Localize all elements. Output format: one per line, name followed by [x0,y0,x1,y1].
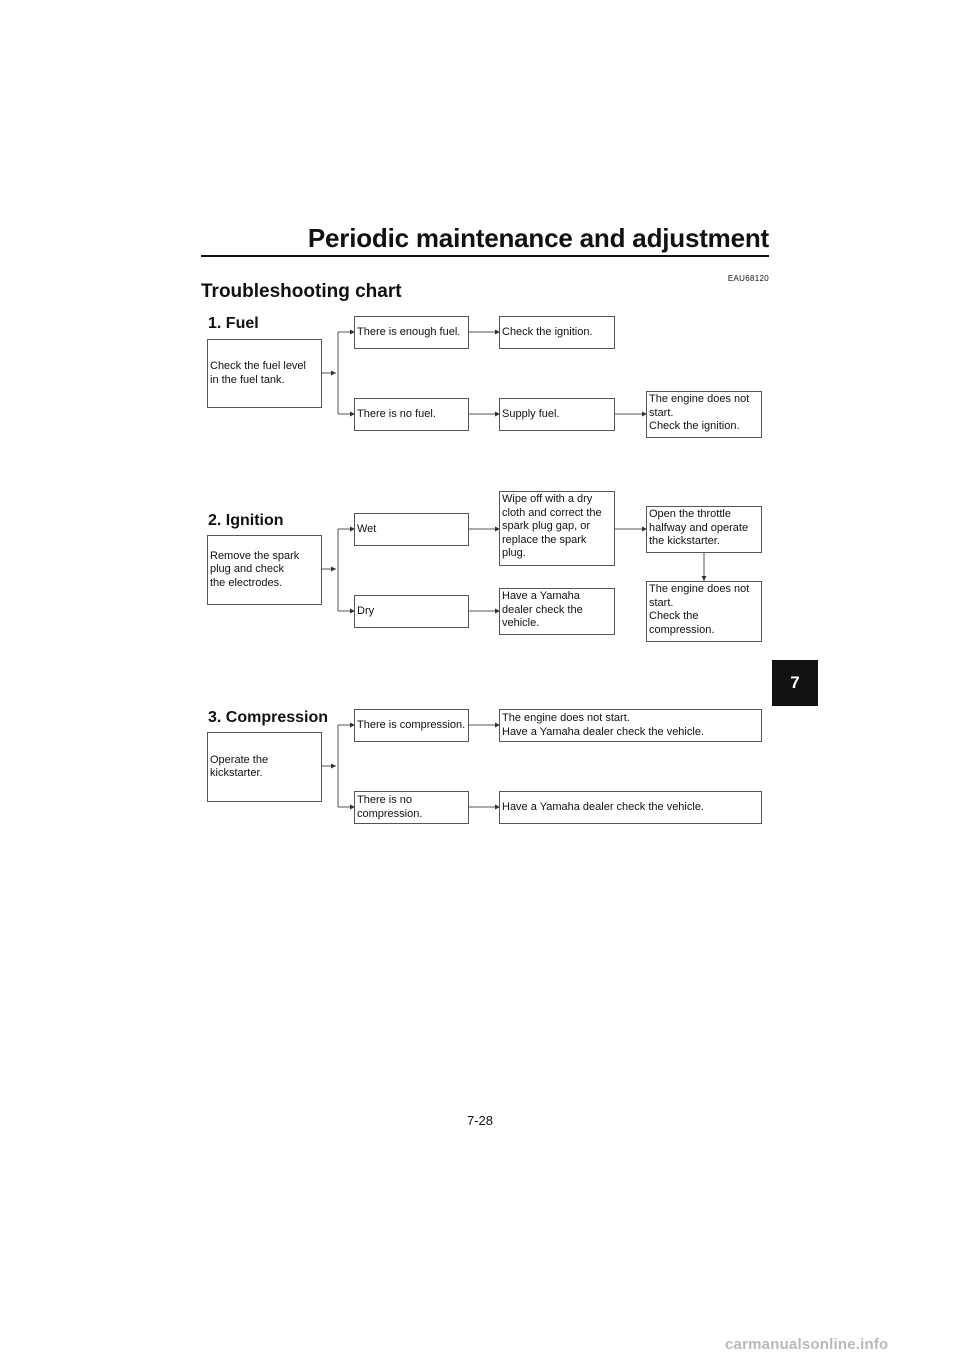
ignition-wet-text: Wet [357,522,377,535]
compression-has-result-box [499,709,762,742]
ignition-remove-text: Remove the spark plug and check the electrodes. [210,549,300,589]
fuel-enough-text: There is enough fuel. [357,325,461,338]
compression-none-result-box [499,791,762,824]
ignition-not-start-text: The engine does not start. Check the compression. [649,583,750,636]
page-header: Periodic maintenance and adjustment [307,223,769,253]
ignition-remove-box [207,535,322,605]
ignition-dry-box [354,595,469,628]
fuel-check-box [207,339,322,408]
ignition-heading: 2. Ignition [208,512,284,529]
compression-none-text: There is no compression. [357,794,423,820]
fuel-check-ignition-box [499,316,615,349]
ignition-dry-text: Dry [357,604,375,617]
fuel-check-text: Check the fuel level in the fuel tank. [210,360,306,386]
compression-none-result-text: Have a Yamaha dealer check the vehicle. [502,800,704,813]
compression-operate-box [207,732,322,802]
fuel-heading: 1. Fuel [208,315,259,332]
fuel-none-text: There is no fuel. [357,407,436,420]
chapter-tab: 7 [772,660,818,706]
section-title: Troubleshooting chart [201,281,402,302]
watermark: carmanualsonline.info [725,1336,889,1353]
ignition-not-start-box [646,581,762,642]
ignition-open-throttle-box [646,506,762,553]
ignition-open-throttle-text: Open the throttle halfway and operate the kickstarter. [649,508,749,547]
compression-has-text: There is compression. [357,718,466,731]
page-number: 7-28 [466,1113,494,1128]
document-code: EAU68120 [727,274,769,283]
compression-heading: 3. Compression [208,709,329,726]
fuel-not-start-text: The engine does not start. Check the ignition. [649,393,750,432]
compression-has-box [354,709,469,742]
ignition-wet-box [354,513,469,546]
fuel-not-start-box [646,391,762,438]
ignition-wipe-box [499,491,615,566]
ignition-wipe-text: Wipe off with a dry cloth and correct the spark plug gap, or replace the spark plug. [502,493,602,559]
fuel-none-box [354,398,469,431]
fuel-supply-text: Supply fuel. [502,407,560,420]
compression-has-result-text: The engine does not start. Have a Yamaha dealer check the vehicle. [502,712,704,738]
ignition-dealer-box [499,588,615,635]
fuel-supply-box [499,398,615,431]
compression-none-box [354,791,469,824]
ignition-dealer-text: Have a Yamaha dealer check the vehicle. [502,590,583,629]
compression-operate-text: Operate the kickstarter. [210,753,269,779]
fuel-check-ignition-text: Check the ignition. [502,325,593,338]
fuel-enough-box [354,316,469,349]
